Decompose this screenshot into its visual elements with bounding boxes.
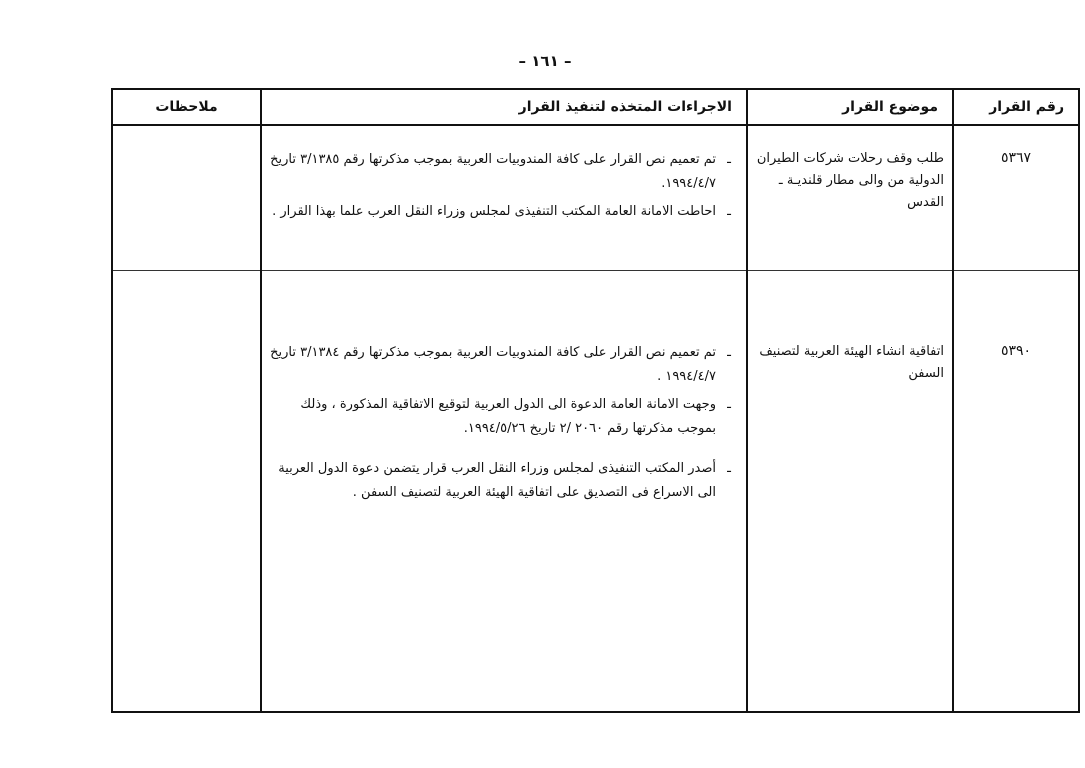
decision-subject-cell xyxy=(747,271,953,713)
notes-cell xyxy=(112,271,261,713)
decision-subject: اتفاقية انشاء الهيئة العربية لتصنيف السفن xyxy=(759,344,944,381)
decision-number: ٥٣٦٧ xyxy=(1000,150,1032,166)
action-text: أصدر المكتب التنفيذى لمجلس وزراء النقل العرب قرار يتضمن دعوة الدول العربية الى الاسراع فى التصديق على اتفاقية الهيئة العربية لتصنيف السفن . xyxy=(278,461,716,500)
page-number: – ١٦١ – xyxy=(518,52,572,70)
dash-bullet: ـ xyxy=(727,152,731,167)
decision-number: ٥٣٩٠ xyxy=(1000,343,1032,359)
action-text: تم تعميم نص القرار على كافة المندوبيات العربية بموجب مذكرتها رقم ٣/١٣٨٤ تاريخ ١٩٩٤/٤/٧ . xyxy=(270,345,716,384)
decision-number-cell xyxy=(953,125,1079,271)
action-item xyxy=(268,457,738,505)
decision-number-cell xyxy=(953,271,1079,713)
decisions-table xyxy=(111,88,1080,713)
table-row xyxy=(112,125,1079,271)
actions-list xyxy=(262,126,746,224)
action-text: وجهت الامانة العامة الدعوة الى الدول العربية لتوقيع الاتفاقية المذكورة ، وذلك بموجب مذكرتها رقم ٢٠٦٠ /٢ تاريخ ١٩٩٤/٥/٢٦. xyxy=(300,397,716,436)
action-item xyxy=(268,148,738,196)
dash-bullet: ـ xyxy=(727,204,731,219)
action-item xyxy=(268,393,738,441)
table-header-row xyxy=(112,89,1079,125)
dash-bullet: ـ xyxy=(727,345,731,360)
actions-list xyxy=(262,271,746,505)
action-item xyxy=(268,200,738,224)
decision-subject-cell xyxy=(747,125,953,271)
actions-cell xyxy=(261,271,747,713)
decision-subject: طلب وقف رحلات شركات الطيران الدولية من والى مطار قلنديـة ـ القدس xyxy=(756,151,944,210)
header-actions-taken: الاجراءات المتخذه لتنفيذ القرار xyxy=(261,89,747,125)
action-text: تم تعميم نص القرار على كافة المندوبيات العربية بموجب مذكرتها رقم ٣/١٣٨٥ تاريخ ١٩٩٤/٤/٧. xyxy=(270,152,716,191)
header-decision-number: رقم القرار xyxy=(953,89,1079,125)
header-decision-subject: موضوع القرار xyxy=(747,89,953,125)
table-row xyxy=(112,271,1079,713)
action-item xyxy=(268,341,738,389)
notes-cell xyxy=(112,125,261,271)
dash-bullet: ـ xyxy=(727,461,731,476)
dash-bullet: ـ xyxy=(727,397,731,412)
header-notes: ملاحظات xyxy=(112,89,261,125)
actions-cell xyxy=(261,125,747,271)
action-text: احاطت الامانة العامة المكتب التنفيذى لمجلس وزراء النقل العرب علما بهذا القرار . xyxy=(272,204,716,219)
